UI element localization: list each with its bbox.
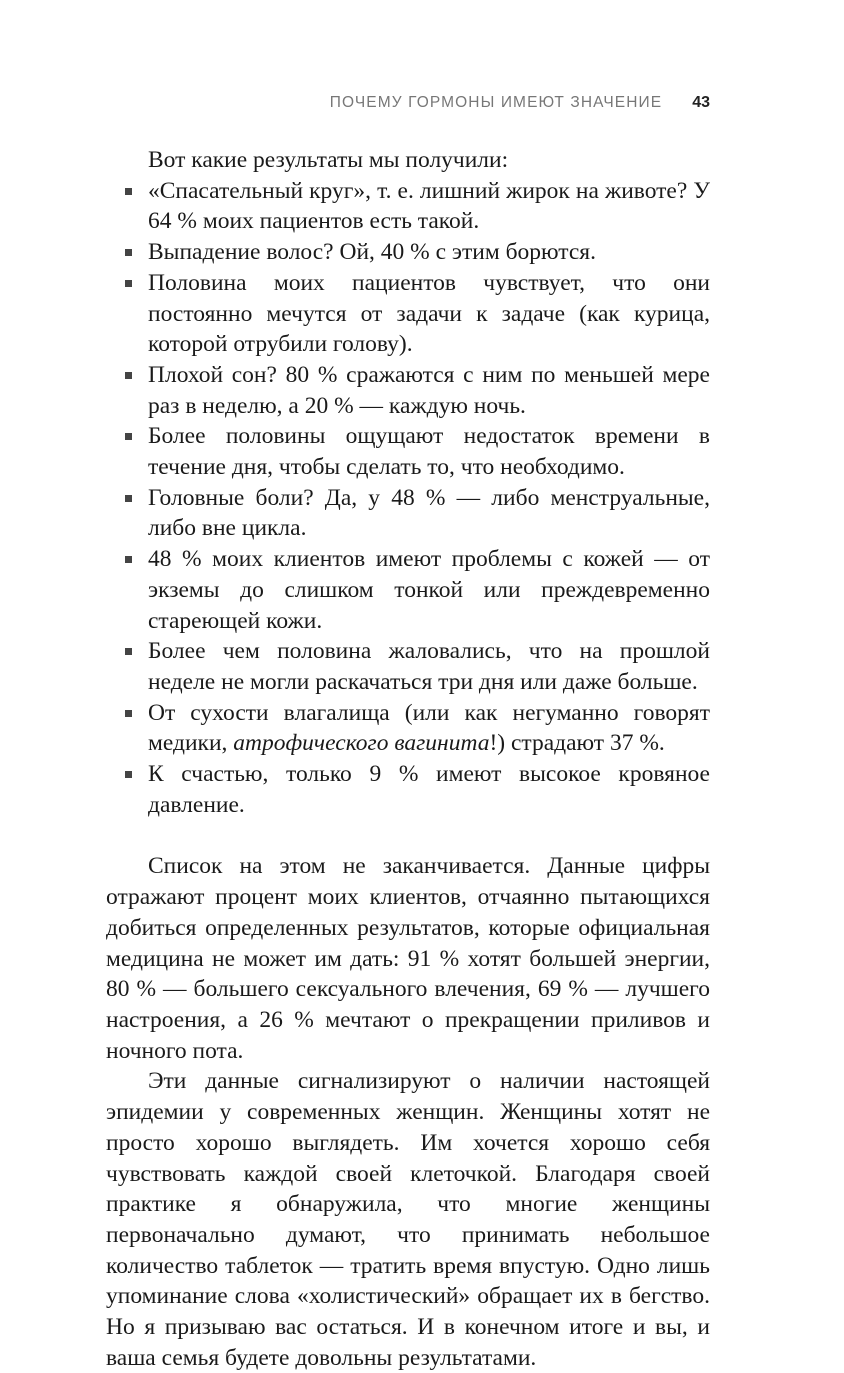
list-item: К счастью, только 9 % имеют высокое кровяное давление. [106, 759, 710, 820]
paragraph: Эти данные сигнализируют о наличии настоящей эпидемии у современных женщин. Женщины хотят не просто хорошо выглядеть. Им хочется хорошо себя чувствовать каждой своей клеточкой. Благодаря своей практике я обнаружила, что многие женщины первоначально думают, что принимать небольшое количество таблеток — тратить время впустую. Одно лишь упоминание слова «холистический» обращает их в бегство. Но я призываю вас остаться. И в конечном итоге и вы, и ваша семья будете довольны результатами. [106, 1068, 710, 1371]
list-item: «Спасательный круг», т. е. лишний жирок на животе? У 64 % моих пациентов есть такой. [106, 176, 710, 237]
square-bullet-icon [125, 372, 132, 379]
square-bullet-icon [125, 495, 132, 502]
running-head [300, 94, 710, 112]
body-text [106, 145, 710, 1373]
list-item: 48 % моих клиентов имеют проблемы с кожей — от экземы до слишком тонкой или преждевременно стареющей кожи. [106, 544, 710, 636]
list-item: Плохой сон? 80 % сражаются с ним по меньшей мере раз в неделю, а 20 % — каждую ночь. [106, 360, 710, 421]
paragraph: Список на этом не заканчивается. Данные цифры отражают процент моих клиентов, отчаянно пытающихся добиться определенных результатов, которые официальная медицина не может им дать: 91 % хотят большей энергии, 80 % — большего сексуального влечения, 69 % — лучшего настроения, а 26 % мечтают о прекращении приливов и ночного пота. [106, 853, 710, 1064]
results-list [106, 176, 710, 821]
square-bullet-icon [125, 433, 132, 440]
square-bullet-icon [125, 188, 132, 195]
square-bullet-icon [125, 249, 132, 256]
page-number: 43 [692, 94, 710, 111]
intro-line: Вот какие результаты мы получили: [148, 147, 509, 173]
list-item: Более чем половина жаловались, что на прошлой неделе не могли раскачаться три дня или даже больше. [106, 636, 710, 697]
italic-term: атрофического вагинита [233, 730, 490, 757]
square-bullet-icon [125, 648, 132, 655]
running-title: ПОЧЕМУ ГОРМОНЫ ИМЕЮТ ЗНАЧЕНИЕ [329, 94, 663, 111]
square-bullet-icon [125, 771, 132, 778]
square-bullet-icon [125, 556, 132, 563]
list-item: Головные боли? Да, у 48 % — либо менструальные, либо вне цикла. [106, 483, 710, 544]
list-item: Выпадение волос? Ой, 40 % с этим борются. [106, 237, 710, 268]
list-item: Более половины ощущают недостаток времени в течение дня, чтобы сделать то, что необходимо. [106, 421, 710, 482]
list-item: От сухости влагалища (или как негуманно говорят медики, атрофического вагинита!) страдают 37 %. [106, 698, 710, 759]
square-bullet-icon [125, 710, 132, 717]
square-bullet-icon [125, 280, 132, 287]
list-item: Половина моих пациентов чувствует, что они постоянно мечутся от задачи к задаче (как курица, которой отрубили голову). [106, 268, 710, 360]
